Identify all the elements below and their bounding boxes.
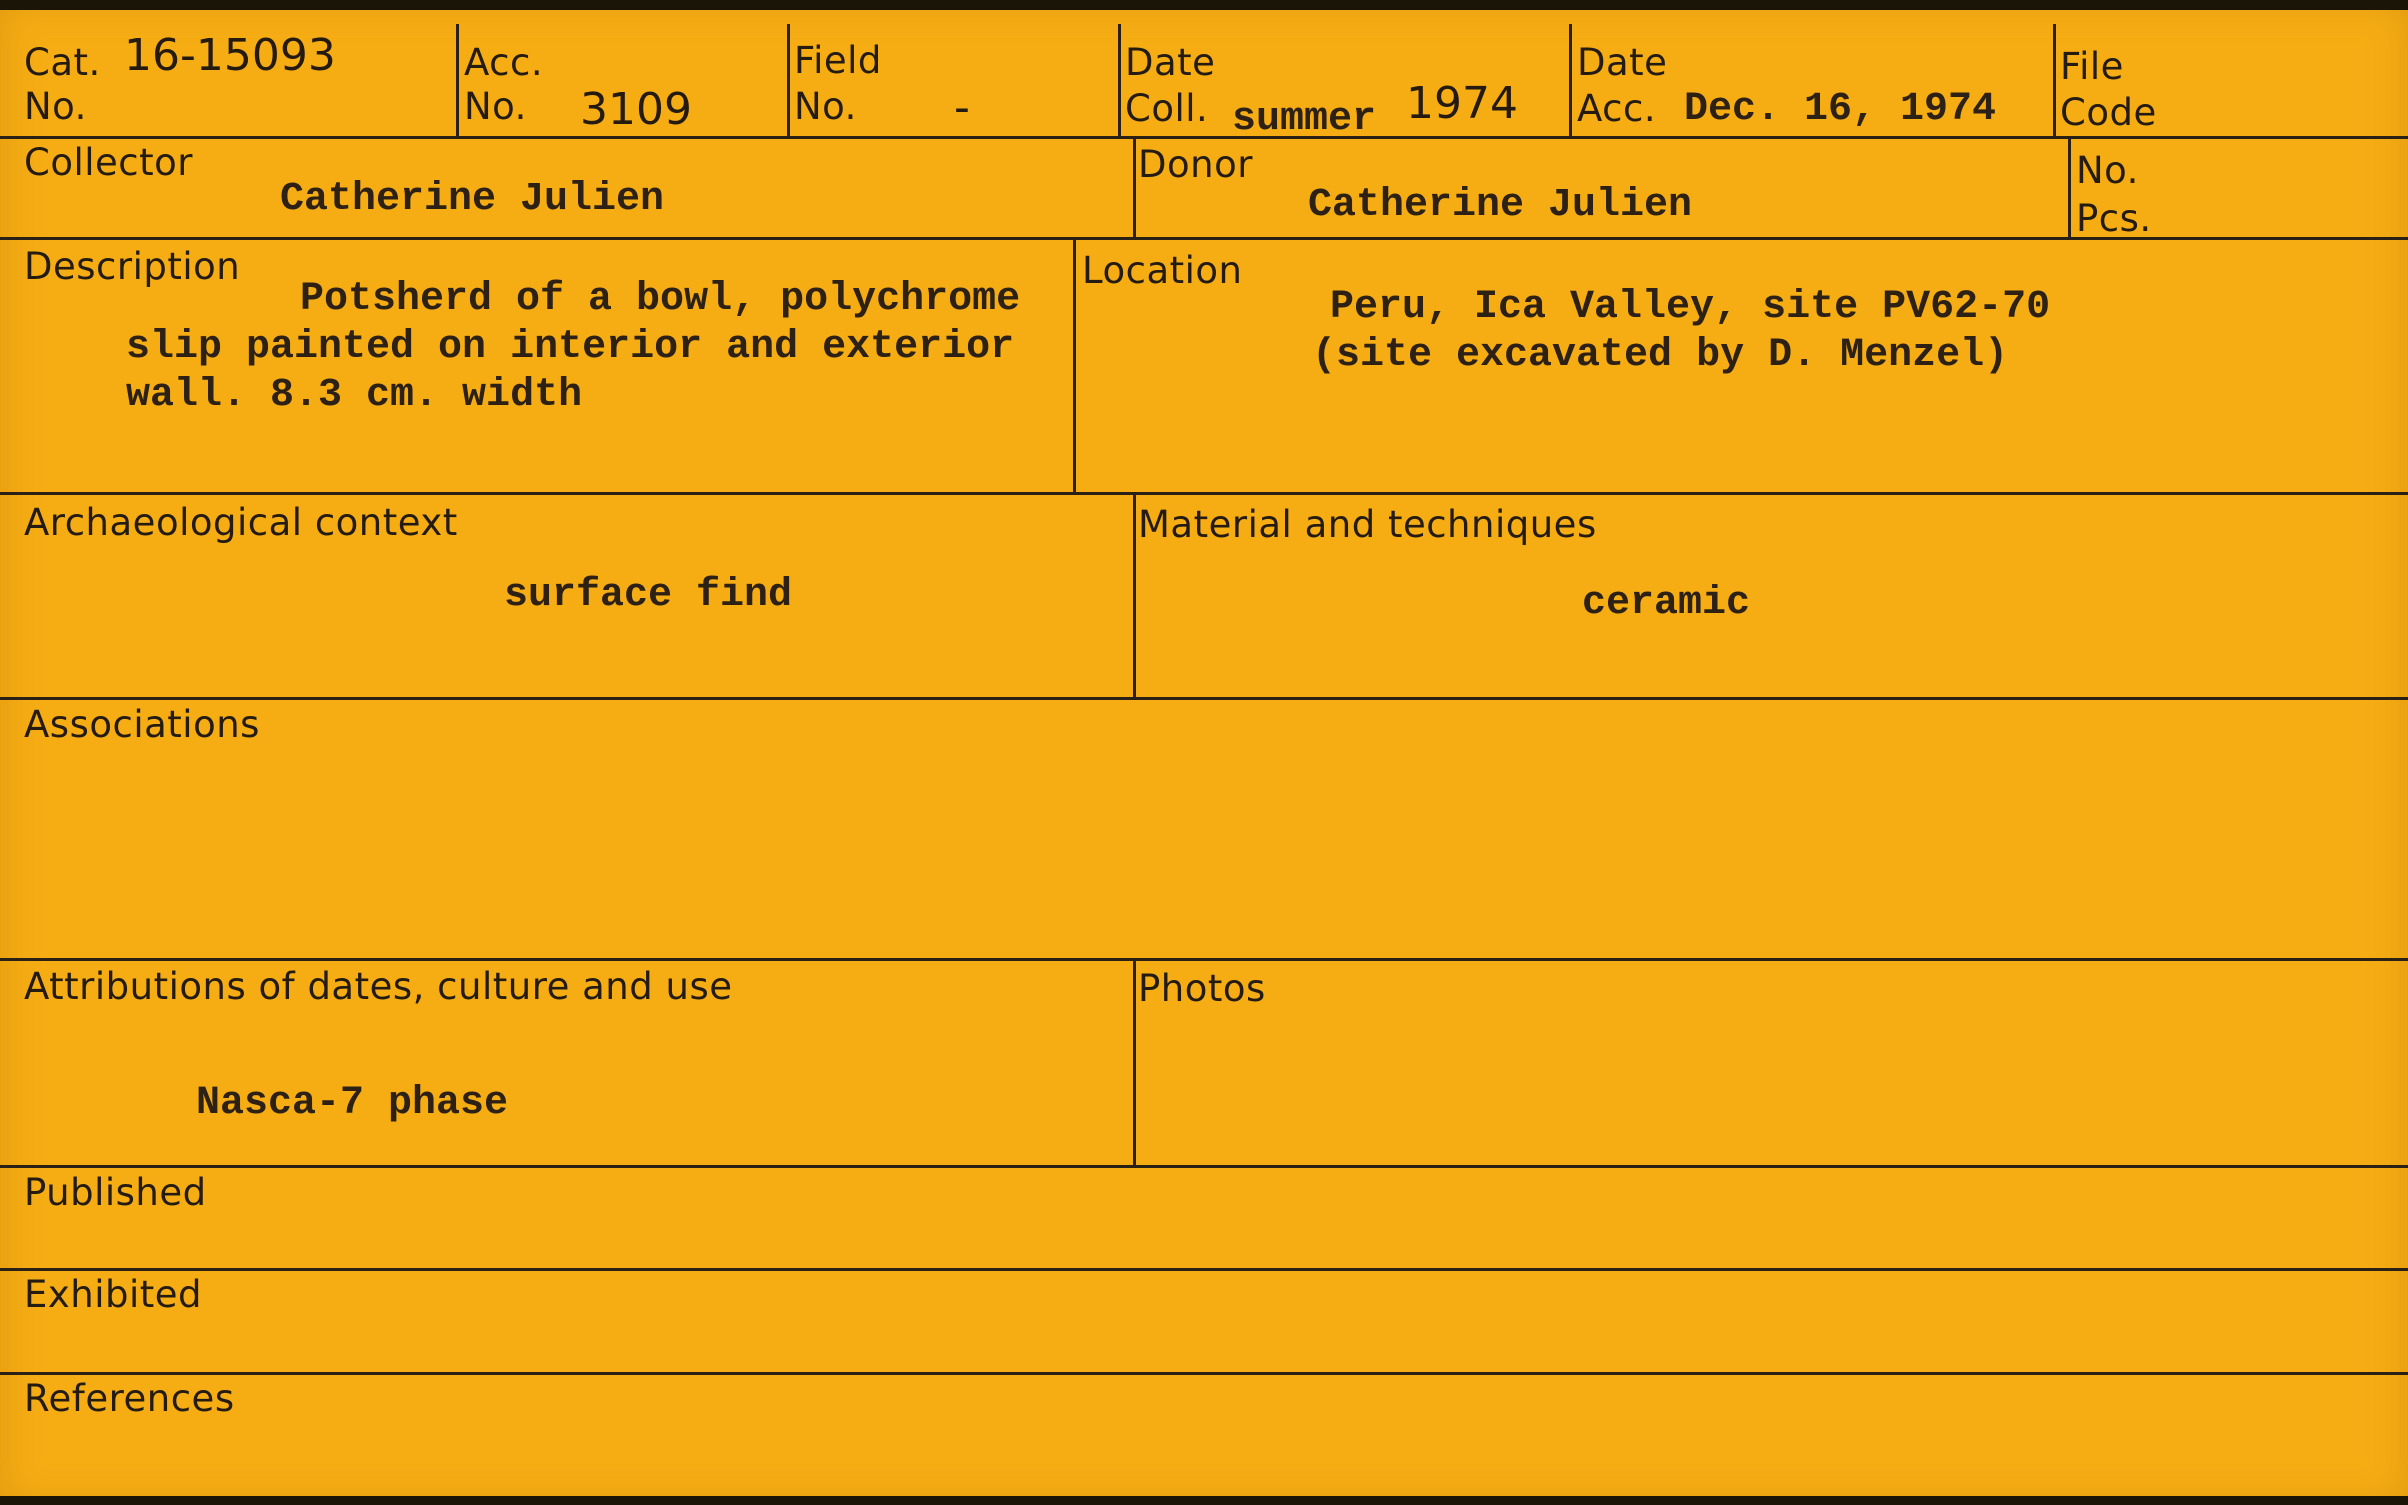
divider-v-collector bbox=[1133, 137, 1136, 237]
field-label: Field bbox=[794, 39, 882, 82]
location-label: Location bbox=[1082, 249, 1243, 292]
divider-v-donor bbox=[2068, 137, 2071, 237]
exhibited-label: Exhibited bbox=[24, 1273, 203, 1316]
cat-no-label: No. bbox=[24, 85, 87, 128]
published-label: Published bbox=[24, 1171, 207, 1214]
photos-label: Photos bbox=[1138, 967, 1266, 1010]
divider-context bbox=[0, 697, 2408, 700]
divider-description bbox=[0, 492, 2408, 495]
acc-no-label: No. bbox=[464, 85, 527, 128]
date-coll-year: 1974 bbox=[1406, 78, 1518, 129]
divider-v-dateacc bbox=[2053, 24, 2056, 136]
divider-v-datecoll bbox=[1569, 24, 1572, 136]
date-acc-sub-label: Acc. bbox=[1577, 87, 1657, 130]
description-label: Description bbox=[24, 245, 241, 288]
date-coll-season: summer bbox=[1232, 97, 1377, 142]
acc-label: Acc. bbox=[464, 41, 544, 84]
collector-label: Collector bbox=[24, 141, 193, 184]
divider-v-description bbox=[1073, 238, 1076, 492]
file-label: File bbox=[2060, 45, 2124, 88]
divider-exhibited bbox=[0, 1372, 2408, 1375]
divider-v-cat bbox=[456, 24, 459, 136]
acc-number: 3109 bbox=[580, 84, 692, 135]
divider-associations bbox=[0, 958, 2408, 961]
cat-label: Cat. bbox=[24, 41, 101, 84]
divider-attributions bbox=[0, 1165, 2408, 1168]
divider-collector bbox=[0, 237, 2408, 240]
divider-v-attributions bbox=[1133, 959, 1136, 1165]
pieces-label: Pcs. bbox=[2076, 197, 2152, 240]
field-number: - bbox=[954, 82, 970, 133]
card-bottom-edge bbox=[0, 1496, 2408, 1505]
divider-published bbox=[0, 1268, 2408, 1271]
divider-header bbox=[0, 136, 2408, 139]
divider-v-field bbox=[1118, 24, 1121, 136]
date-acc-value: Dec. 16, 1974 bbox=[1684, 87, 1997, 132]
location-line-2: (site excavated by D. Menzel) bbox=[1312, 333, 2009, 378]
field-no-label: No. bbox=[794, 85, 857, 128]
description-line-3: wall. 8.3 cm. width bbox=[126, 373, 583, 418]
associations-label: Associations bbox=[24, 703, 260, 746]
date-acc-label: Date bbox=[1577, 41, 1668, 84]
attributions-value: Nasca-7 phase bbox=[196, 1081, 509, 1126]
date-coll-sub-label: Coll. bbox=[1125, 87, 1209, 130]
location-line-1: Peru, Ica Valley, site PV62-70 bbox=[1330, 285, 2051, 330]
material-value: ceramic bbox=[1582, 581, 1751, 626]
pieces-no-label: No. bbox=[2076, 149, 2139, 192]
card-top-edge bbox=[0, 0, 2408, 10]
archaeological-context-label: Archaeological context bbox=[24, 501, 458, 544]
archaeological-context-value: surface find bbox=[504, 573, 793, 618]
references-label: References bbox=[24, 1377, 235, 1420]
attributions-label: Attributions of dates, culture and use bbox=[24, 965, 733, 1008]
divider-v-context bbox=[1133, 493, 1136, 697]
description-line-2: slip painted on interior and exterior bbox=[126, 325, 1015, 370]
material-label: Material and techniques bbox=[1138, 503, 1597, 546]
donor-value: Catherine Julien bbox=[1308, 183, 1693, 228]
date-coll-label: Date bbox=[1125, 41, 1216, 84]
description-line-1: Potsherd of a bowl, polychrome bbox=[300, 277, 1021, 322]
divider-v-acc bbox=[787, 24, 790, 136]
file-code-label: Code bbox=[2060, 91, 2157, 134]
cat-number: 16-15093 bbox=[124, 30, 336, 81]
collector-value: Catherine Julien bbox=[280, 177, 665, 222]
donor-label: Donor bbox=[1138, 143, 1253, 186]
